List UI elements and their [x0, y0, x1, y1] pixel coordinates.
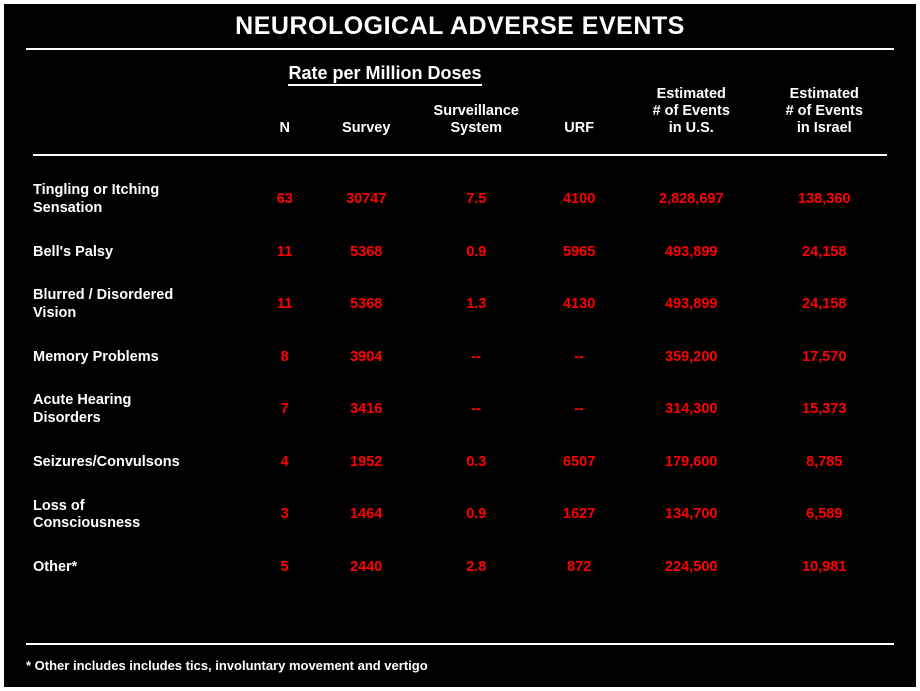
cell-israel: 138,360 [798, 191, 851, 208]
cell-surveillance: 0.9 [466, 243, 487, 260]
cell-survey: 5368 [350, 243, 383, 260]
column-header-estimated-events-israel [760, 86, 889, 141]
cell-israel: 8,785 [806, 453, 843, 470]
table-row [31, 231, 889, 275]
row-label-line1: Loss of [33, 497, 85, 514]
row-label-line2: Consciousness [33, 515, 141, 532]
column-header-surveillance-line2: System [450, 120, 503, 137]
cell-israel: 24,158 [802, 296, 847, 313]
cell-israel: 6,589 [806, 506, 843, 523]
rate-per-million-label: Rate per Million Doses [288, 63, 481, 86]
table-row [31, 169, 889, 230]
cell-us: 493,899 [665, 296, 718, 313]
row-label [31, 274, 254, 335]
cell-urf: -- [574, 401, 585, 418]
cell-n: 11 [277, 296, 293, 313]
column-header-survey: Survey [342, 120, 391, 137]
row-label [31, 169, 254, 230]
cell-urf: -- [574, 348, 585, 365]
cell-urf: 1627 [563, 506, 596, 523]
column-header-us-line3: in U.S. [668, 120, 714, 137]
row-label-line1: Memory Problems [33, 348, 159, 365]
row-label-line2: Sensation [33, 200, 103, 217]
cell-urf: 5965 [563, 243, 596, 260]
cell-israel: 10,981 [802, 558, 847, 575]
footnote: * Other includes includes tics, involuntary movement and vertigo [26, 658, 428, 673]
cell-surveillance: -- [471, 401, 482, 418]
row-label-line1: Acute Hearing [33, 392, 132, 409]
cell-survey: 5368 [350, 296, 383, 313]
table-row [31, 441, 889, 485]
column-header-surveillance-line1: Surveillance [433, 103, 519, 120]
column-header-israel-line3: in Israel [796, 120, 852, 137]
row-label [31, 485, 254, 546]
cell-surveillance: -- [471, 348, 482, 365]
rate-per-million-header [114, 63, 656, 84]
cell-urf: 872 [567, 558, 592, 575]
row-label-line1: Bell's Palsy [33, 243, 114, 260]
cell-us: 314,300 [665, 401, 718, 418]
footnote-divider [26, 643, 894, 645]
column-header-n: N [279, 120, 290, 137]
column-header-urf: URF [564, 120, 595, 137]
cell-survey: 1952 [350, 453, 383, 470]
column-header-estimated-events-us [623, 86, 760, 141]
cell-surveillance: 2.8 [466, 558, 487, 575]
cell-n: 4 [280, 453, 289, 470]
column-header-us-line1: Estimated [656, 86, 726, 102]
cell-surveillance: 1.3 [466, 296, 487, 313]
row-label-line2: Disorders [33, 410, 101, 427]
table-row [31, 274, 889, 335]
cell-survey: 1464 [350, 506, 383, 523]
row-label-line1: Blurred / Disordered [33, 287, 174, 304]
row-label [31, 336, 254, 380]
table-row [31, 546, 889, 590]
cell-urf: 4100 [563, 191, 596, 208]
row-label [31, 441, 254, 485]
row-label [31, 231, 254, 275]
cell-surveillance: 0.9 [466, 506, 487, 523]
cell-n: 63 [276, 191, 293, 208]
cell-surveillance: 0.3 [466, 453, 487, 470]
table-header-row [31, 86, 889, 141]
cell-n: 11 [277, 243, 293, 260]
page-title: NEUROLOGICAL ADVERSE EVENTS [235, 12, 685, 40]
table-row [31, 379, 889, 440]
row-label-line1: Tingling or Itching [33, 182, 160, 199]
column-header-israel-line1: Estimated [789, 86, 859, 102]
row-label-line1: Seizures/Convulsons [33, 453, 180, 470]
title-divider [26, 48, 894, 50]
cell-us: 224,500 [665, 558, 718, 575]
column-header-event [31, 86, 254, 141]
cell-n: 5 [280, 558, 289, 575]
cell-us: 134,700 [665, 506, 718, 523]
cell-israel: 17,570 [802, 348, 847, 365]
cell-urf: 6507 [563, 453, 596, 470]
header-divider-line [33, 154, 887, 156]
header-divider-cell [31, 141, 889, 169]
cell-israel: 24,158 [802, 243, 847, 260]
column-header-us-line2: # of Events [652, 103, 730, 120]
row-label [31, 379, 254, 440]
cell-survey: 30747 [346, 191, 387, 208]
cell-survey: 3904 [350, 348, 383, 365]
cell-us: 2,828,697 [659, 191, 724, 208]
cell-survey: 3416 [350, 401, 383, 418]
cell-us: 179,600 [665, 453, 718, 470]
cell-israel: 15,373 [802, 401, 847, 418]
table-row [31, 485, 889, 546]
cell-n: 8 [280, 348, 289, 365]
adverse-events-table [31, 86, 889, 590]
table-header [31, 86, 889, 169]
table-body [31, 169, 889, 589]
cell-n: 3 [280, 506, 289, 523]
cell-us: 359,200 [665, 348, 718, 365]
column-header-israel-line2: # of Events [785, 103, 863, 120]
row-label [31, 546, 254, 590]
row-label-line1: Other* [33, 558, 78, 575]
cell-urf: 4130 [563, 296, 596, 313]
cell-survey: 2440 [350, 558, 383, 575]
cell-n: 7 [280, 401, 289, 418]
table-row [31, 336, 889, 380]
header-divider-row [31, 141, 889, 169]
cell-us: 493,899 [665, 243, 718, 260]
cell-surveillance: 7.5 [466, 191, 487, 208]
column-header-surveillance-system [417, 86, 535, 141]
row-label-line2: Vision [33, 305, 77, 322]
